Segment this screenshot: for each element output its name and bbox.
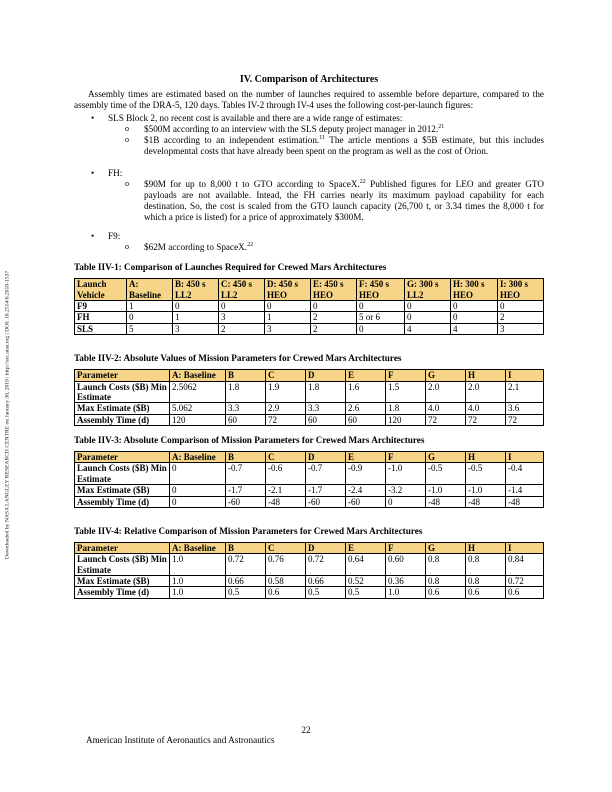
table-cell: -48 [466,496,506,507]
column-header: G [426,543,466,554]
table-cell: -0.4 [506,463,544,485]
table-cell: 0 [170,485,226,496]
table-cell: 0.66 [306,576,346,587]
table-cell: 0 [219,300,265,311]
table-cell: 0.84 [506,554,544,576]
table-cell: 1.5 [386,381,426,403]
column-header: E [346,370,386,381]
table-row [75,381,544,403]
table4-caption: Table IIV-4: Relative Comparison of Mission Parameters for Crewed Mars Architectures [74,525,423,536]
bullet-dot-icon: • [91,167,95,178]
table-cell: -48 [506,496,544,507]
table-cell: Max Estimate ($B) [75,576,170,587]
table-cell: 2.9 [266,403,306,414]
column-header: B [226,543,266,554]
table-header-row [75,452,544,463]
table-cell: 72 [426,414,466,425]
table-cell: 0.6 [266,587,306,598]
table-cell: -1.0 [386,463,426,485]
table-cell: 1.0 [170,576,226,587]
column-header: Parameter [75,370,170,381]
table-cell: 60 [306,414,346,425]
table-launch-comparison [74,278,544,335]
table-cell: 1.9 [266,381,306,403]
table-cell: -2.4 [346,485,386,496]
table-cell: F9 [75,300,127,311]
table-cell: 2 [311,323,357,334]
column-header: D [306,452,346,463]
table-cell: 2.0 [466,381,506,403]
table-cell: 3 [498,323,544,334]
table-cell: 1.0 [170,554,226,576]
table-cell: -60 [226,496,266,507]
table-cell: 0 [357,323,405,334]
table-cell: 1.0 [386,587,426,598]
table-header-row [75,370,544,381]
column-header: C [266,543,306,554]
table-cell: 4 [405,323,451,334]
table-cell: 0.64 [346,554,386,576]
table-cell: 72 [266,414,306,425]
table1-caption: Table IIV-1: Comparison of Launches Required for Crewed Mars Architectures [74,262,387,273]
column-header: F [386,543,426,554]
table-cell: -0.5 [466,463,506,485]
table-row [75,463,544,485]
download-side-note: Downloaded by NASA LANGLEY RESEARCH CENTRE on January 30, 2018 | http://arc.aiaa.org | DOI: 10.2514/6.2018-1537 [4,270,11,560]
table-row [75,496,544,507]
column-header: B: 450 s LL2 [173,279,219,301]
bullet-circle-icon: o [125,123,129,133]
table-header-row [75,543,544,554]
column-header: B [226,370,266,381]
table-cell: -60 [346,496,386,507]
table-cell: 3 [265,323,311,334]
table-cell: 1.8 [386,403,426,414]
table-cell: -0.5 [426,463,466,485]
table-header-row [75,279,544,301]
table-cell: 60 [346,414,386,425]
bullet-f9: • F9: o $62M according to SpaceX.$^{22}$ [74,231,544,253]
table-cell: 0.60 [386,554,426,576]
table-cell: 2 [311,312,357,323]
table-row [75,323,544,334]
table-cell: 0 [386,496,426,507]
table-cell: -0.7 [226,463,266,485]
column-header: H [466,370,506,381]
column-header: H: 300 s HEO [451,279,498,301]
reference-link[interactable]: 21 [438,123,445,130]
table-cell: -48 [266,496,306,507]
table-cell: 2.0 [426,381,466,403]
sub-bullet-sls-500m: o $500M according to an interview with the SLS deputy project manager in 2012.21 [125,123,445,134]
column-header: C [266,370,306,381]
table-cell: Launch Costs ($B) Min Estimate [75,381,170,403]
table-cell: 0 [265,300,311,311]
table-cell: 120 [386,414,426,425]
table-row [75,403,544,414]
column-header: A: Baseline [170,543,226,554]
table-cell: -1.0 [426,485,466,496]
table-absolute-comparison [74,451,544,508]
column-header: G: 300 s LL2 [405,279,451,301]
column-header: I [506,370,544,381]
table-cell: -48 [426,496,466,507]
table-cell: 0.72 [306,554,346,576]
table-cell: -60 [306,496,346,507]
column-header: D: 450 s HEO [265,279,311,301]
table-cell: 3.3 [306,403,346,414]
column-header: B [226,452,266,463]
table-cell: 2.6 [346,403,386,414]
bullet-dot-icon: • [91,230,95,241]
table-cell: 0.6 [466,587,506,598]
intro-paragraph: Assembly times are estimated based on the number of launches required to assemble before departure, compared to the assembly time of the DRA-5, 120 days. Tables IV-2 through IV-4 uses the following cost-per-launch figures: [74,89,544,111]
column-header: H [466,452,506,463]
table-cell: 5 or 6 [357,312,405,323]
section-title: IV. Comparison of Architectures [239,74,379,85]
table-cell: 0 [405,300,451,311]
table-cell: 0.58 [266,576,306,587]
column-header: F [386,370,426,381]
table-cell: 0.72 [506,576,544,587]
table-cell: 2.5062 [170,381,226,403]
table-cell: 0.6 [506,587,544,598]
table-cell: Assembly Time (d) [75,414,170,425]
column-header: E [346,543,386,554]
table-cell: 3 [173,323,219,334]
table-cell: 3.3 [226,403,266,414]
table-relative-comparison [74,542,544,599]
table-cell: SLS [75,323,127,334]
table-cell: -0.9 [346,463,386,485]
bullet-circle-icon: o [125,178,129,188]
bullet-circle-icon: o [125,135,129,145]
table-cell: 1 [127,300,173,311]
footer-organization: American Institute of Aeronautics and Astronautics [86,735,275,745]
table-cell: 0.8 [426,554,466,576]
reference-link[interactable]: 11 [319,135,325,141]
table-cell: Max Estimate ($B) [75,485,170,496]
table-cell: Launch Costs ($B) Min Estimate [75,463,170,485]
column-header: Parameter [75,452,170,463]
page-number: 22 [301,725,311,735]
table-cell: 0 [173,300,219,311]
table-cell: 1 [265,312,311,323]
table-cell: Assembly Time (d) [75,587,170,598]
column-header: D [306,370,346,381]
column-header: G [426,452,466,463]
table-cell: 0 [498,300,544,311]
table-cell: 60 [226,414,266,425]
table-cell: -0.7 [306,463,346,485]
table-cell: 0 [405,312,451,323]
table-cell: -1.4 [506,485,544,496]
column-header: C [266,452,306,463]
table-row [75,576,544,587]
table-cell: 0 [170,496,226,507]
table3-caption: Table IIV-3: Absolute Comparison of Mission Parameters for Crewed Mars Architectures [74,434,425,445]
table-cell: 72 [506,414,544,425]
table-cell: 0.8 [466,576,506,587]
table-row [75,312,544,323]
table-cell: 2 [219,323,265,334]
column-header: F: 450 s HEO [357,279,405,301]
table-row [75,300,544,311]
column-header: Parameter [75,543,170,554]
column-header: A: Baseline [170,370,226,381]
table-cell: 0.52 [346,576,386,587]
table-cell: 0 [311,300,357,311]
table-cell: 0 [451,312,498,323]
table-cell: 0.5 [346,587,386,598]
table-cell: 0 [127,312,173,323]
table-cell: FH [75,312,127,323]
table-cell: -3.2 [386,485,426,496]
table-cell: 72 [466,414,506,425]
table-cell: 5.062 [170,403,226,414]
table-cell: 0.76 [266,554,306,576]
table-cell: -1.7 [226,485,266,496]
bullet-dot-icon: • [91,112,95,123]
column-header: D [306,543,346,554]
column-header: I: 300 s HEO [498,279,544,301]
table-row [75,414,544,425]
table2-caption: Table IIV-2: Absolute Values of Mission Parameters for Crewed Mars Architectures [74,352,402,363]
table-cell: 0.36 [386,576,426,587]
page-content [74,74,544,599]
table-cell: -2.1 [266,485,306,496]
column-header: I [506,543,544,554]
cost-bullet-list [74,113,544,253]
sub-bullet-f9-62m: o $62M according to SpaceX.$^{22}$ [125,241,254,252]
table-cell: Launch Costs ($B) Min Estimate [75,554,170,576]
table-row [75,587,544,598]
table-cell: 2 [498,312,544,323]
table-cell: 5 [127,323,173,334]
table-cell: 0.6 [426,587,466,598]
reference-link[interactable]: 22 [359,178,366,185]
table-cell: 3 [219,312,265,323]
reference-link[interactable]: 22 [247,241,254,248]
table-cell: 0.72 [226,554,266,576]
table-row [75,554,544,576]
table-cell: 4.0 [466,403,506,414]
column-header: A: Baseline [170,452,226,463]
column-header: A: Baseline [127,279,173,301]
table-cell: Max Estimate ($B) [75,403,170,414]
table-cell: 1.8 [306,381,346,403]
table-cell: -1.0 [466,485,506,496]
table-cell: -1.7 [306,485,346,496]
table-cell: 1.0 [170,587,226,598]
sub-bullet-sls-1b: o $1B according to an independent estimation.$^{11}$ The article mentions a $5B estimate, but this includes developmental costs that have already been spent on the program as well as the cost of Orion. [125,135,544,157]
table-row [75,485,544,496]
table-cell: 0.5 [226,587,266,598]
table-cell: 0 [451,300,498,311]
table-cell: 4.0 [426,403,466,414]
table-cell: 0 [170,463,226,485]
table-cell: 2.1 [506,381,544,403]
column-header: H [466,543,506,554]
table-cell: 1 [173,312,219,323]
column-header: I [506,452,544,463]
table-cell: 0.8 [426,576,466,587]
table-cell: 120 [170,414,226,425]
bullet-circle-icon: o [125,241,129,251]
table-cell: -0.6 [266,463,306,485]
table-cell: 1.8 [226,381,266,403]
column-header: E [346,452,386,463]
table-cell: 0 [357,300,405,311]
column-header: F [386,452,426,463]
table-cell: 0.8 [466,554,506,576]
bullet-fh: • FH: o $90M for up to 8,000 t to GTO according to SpaceX.$^{22}$ Published figures for LEO and greater GTO payloads are not available. Intead, the FH carries nearly its maximum payload capability for each destination. So, the cost is scaled from the GTO launch capacity (26,700 t, or 3.34 times the 8,000 t for which a price is listed) for a price of approximately $300M. [91,167,545,223]
table-cell: 1.6 [346,381,386,403]
table-cell: 3.6 [506,403,544,414]
column-header: E: 450 s HEO [311,279,357,301]
table-cell: 4 [451,323,498,334]
column-header: G [426,370,466,381]
table-cell: Assembly Time (d) [75,496,170,507]
column-header: Launch Vehicle [75,279,127,301]
table-cell: 0.66 [226,576,266,587]
table-absolute-values [74,369,544,426]
sub-bullet-fh-90m: o $90M for up to 8,000 t to GTO according to SpaceX.$^{22}$ Published figures for LEO and greater GTO payloads are not available. Intead, the FH carries nearly its maximum payload capability for each destination. So, the cost is scaled from the GTO launch capacity (26,700 t, or 3.34 times the 8,000 t for which a price is listed) for a price of approximately $300M. [125,178,545,223]
column-header: C: 450 s LL2 [219,279,265,301]
bullet-sls: • SLS Block 2, no recent cost is available and there are a wide range of estimates: o $500M according to an interview with the SLS deputy project manager in 2012.21 o $1B according to an independent estimation.$^{11}$ The article mentions a $5B estimate, but this includes developmental costs that have already been spent on the program as well as the cost of Orion. [91,112,544,157]
table-cell: 0.5 [306,587,346,598]
